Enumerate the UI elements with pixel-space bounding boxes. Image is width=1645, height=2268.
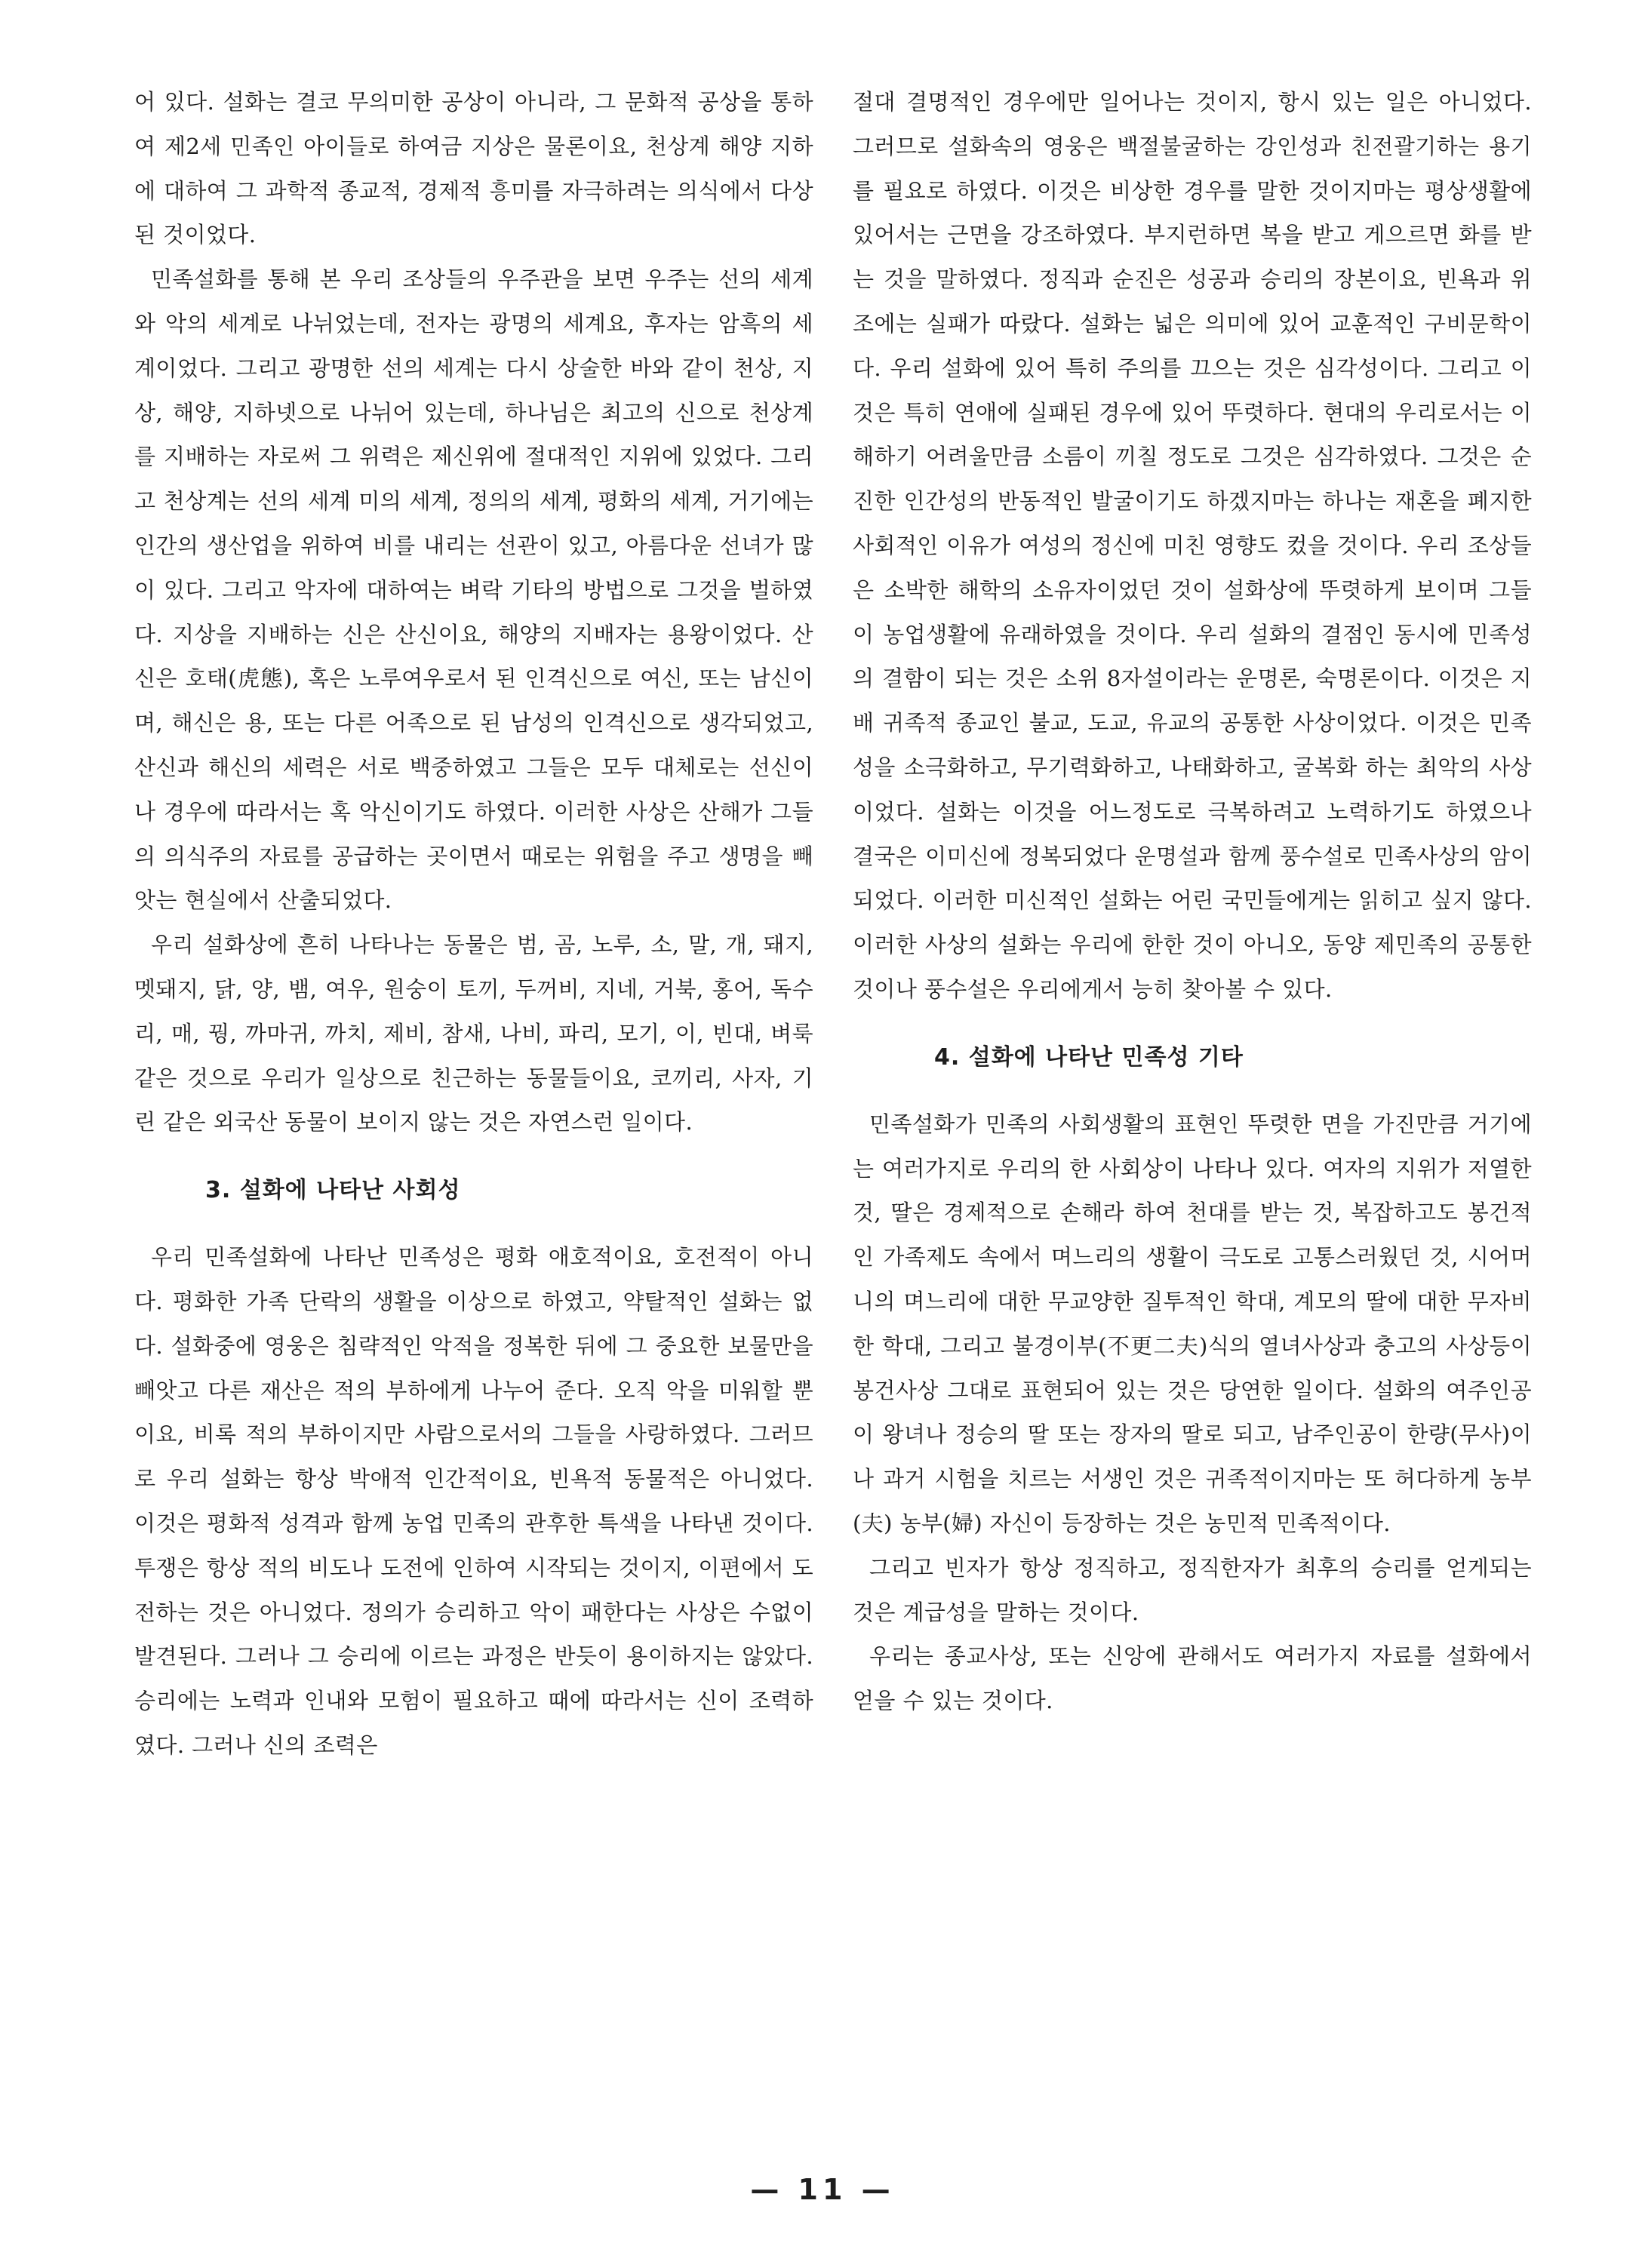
paragraph: 민족설화를 통해 본 우리 조상들의 우주관을 보면 우주는 선의 세계와 악의 세계로 나뉘었는데, 전자는 광명의 세계요, 후자는 암흑의 세계이었다. 그리고 광명한 선의 세계는 다시 상술한 바와 같이 천상, 지상, 해양, 지하넷으로 나뉘어 있는데, 하나님은 최고의 신으로 천상계를 지배하는 자로써 그 위력은 제신위에 절대적인 지위에 있었다. 그리고 천상계는 선의 세계 미의 세계, 정의의 세계, 평화의 세계, 거기에는 인간의 생산업을 위하여 비를 내리는 선관이 있고, 아름다운 선녀가 많이 있다. 그리고 악자에 대하여는 벼락 기타의 방법으로 그것을 벌하였다. 지상을 지배하는 신은 산신이요, 해양의 지배자는 용왕이었다. 산신은 호태(虎態), 혹은 노루여우로서 된 인격신으로 여신, 또는 남신이며, 해신은 용, 또는 다른 어족으로 된 남성의 인격신으로 생각되었고, 산신과 해신의 세력은 서로 백중하였고 그들은 모두 대체로는 선신이나 경우에 따라서는 혹 악신이기도 하였다. 이러한 사상은 산해가 그들의 의식주의 자료를 공급하는 곳이면서 때로는 위험을 주고 생명을 빼앗는 현실에서 산출되었다.	[134, 266, 813, 914]
page-number: — 11 —	[750, 2173, 895, 2206]
paragraph: 그리고 빈자가 항상 정직하고, 정직한자가 최후의 승리를 얻게되는 것은 계급성을 말하는 것이다.	[853, 1554, 1532, 1625]
left-column	[134, 80, 813, 1768]
right-column	[853, 80, 1532, 1723]
paragraph: 우리 민족설화에 나타난 민족성은 평화 애호적이요, 호전적이 아니다. 평화한 가족 단락의 생활을 이상으로 하였고, 약탈적인 설화는 없다. 설화중에 영웅은 침략적인 악적을 정복한 뒤에 그 중요한 보물만을 빼앗고 다른 재산은 적의 부하에게 나누어 준다. 오직 악을 미워할 뿐이요, 비록 적의 부하이지만 사람으로서의 그들을 사랑하였다. 그러므로 우리 설화는 항상 박애적 인간적이요, 빈욕적 동물적은 아니었다. 이것은 평화적 성격과 함께 농업 민족의 관후한 특색을 나타낸 것이다. 투쟁은 항상 적의 비도나 도전에 인하여 시작되는 것이지, 이편에서 도전하는 것은 아니었다. 정의가 승리하고 악이 패한다는 사상은 수없이 발견된다. 그러나 그 승리에 이르는 과정은 반듯이 용이하지는 않았다. 승리에는 노력과 인내와 모험이 필요하고 때에 따라서는 신이 조력하였다. 그러나 신의 조력은	[134, 1244, 813, 1758]
paragraph: 우리는 종교사상, 또는 신앙에 관해서도 여러가지 자료를 설화에서 얻을 수 있는 것이다.	[853, 1643, 1532, 1714]
paragraph: 민족설화가 민족의 사회생활의 표현인 뚜렷한 면을 가진만큼 거기에는 여러가지로 우리의 한 사회상이 나타나 있다. 여자의 지위가 저열한 것, 딸은 경제적으로 손해라 하여 천대를 받는 것, 복잡하고도 봉건적인 가족제도 속에서 며느리의 생활이 극도로 고통스러웠던 것, 시어머니의 며느리에 대한 무교양한 질투적인 학대, 계모의 딸에 대한 무자비한 학대, 그리고 불경이부(不更二夫)식의 열녀사상과 충고의 사상등이 봉건사상 그대로 표현되어 있는 것은 당연한 일이다. 설화의 여주인공이 왕녀나 정승의 딸 또는 장자의 딸로 되고, 남주인공이 한량(무사)이나 과거 시험을 치르는 서생인 것은 귀족적이지마는 또 허다하게 농부(夫) 농부(婦) 자신이 등장하는 것은 농민적 민족적이다.	[853, 1111, 1532, 1536]
section-heading: 4. 설화에 나타난 민족성 기타	[934, 1043, 1244, 1071]
section-heading: 3. 설화에 나타난 사회성	[205, 1177, 461, 1204]
paragraph: 어 있다. 설화는 결코 무의미한 공상이 아니라, 그 문화적 공상을 통하여 제2세 민족인 아이들로 하여금 지상은 물론이요, 천상계 해양 지하에 대하여 그 과학적 종교적, 경제적 흥미를 자극하려는 의식에서 다상된 것이었다.	[134, 89, 813, 248]
paragraph: 우리 설화상에 흔히 나타나는 동물은 범, 곰, 노루, 소, 말, 개, 돼지, 멧돼지, 닭, 양, 뱀, 여우, 원숭이 토끼, 두꺼비, 지네, 거북, 홍어, 독수리, 매, 꿩, 까마귀, 까치, 제비, 참새, 나비, 파리, 모기, 이, 빈대, 벼룩 같은 것으로 우리가 일상으로 친근하는 동물들이요, 코끼리, 사자, 기린 같은 외국산 동물이 보이지 않는 것은 자연스런 일이다.	[134, 932, 813, 1136]
paragraph: 절대 결명적인 경우에만 일어나는 것이지, 항시 있는 일은 아니었다. 그러므로 설화속의 영웅은 백절불굴하는 강인성과 친전괄기하는 용기를 필요로 하였다. 이것은 비상한 경우를 말한 것이지마는 평상생활에 있어서는 근면을 강조하였다. 부지런하면 복을 받고 게으르면 화를 받는 것을 말하였다. 정직과 순진은 성공과 승리의 장본이요, 빈욕과 위조에는 실패가 따랐다. 설화는 넓은 의미에 있어 교훈적인 구비문학이다. 우리 설화에 있어 특히 주의를 끄으는 것은 심각성이다. 그리고 이것은 특히 연애에 실패된 경우에 있어 뚜렷하다. 현대의 우리로서는 이해하기 어려울만큼 소름이 끼칠 정도로 그것은 심각하였다. 그것은 순진한 인간성의 반동적인 발굴이기도 하겠지마는 하나는 재혼을 폐지한 사회적인 이유가 여성의 정신에 미친 영향도 컸을 것이다. 우리 조상들은 소박한 해학의 소유자이었던 것이 설화상에 뚜렷하게 보이며 그들이 농업생활에 유래하였을 것이다. 우리 설화의 결점인 동시에 민족성의 결함이 되는 것은 소위 8자설이라는 운명론, 숙명론이다. 이것은 지배 귀족적 종교인 불교, 도교, 유교의 공통한 사상이었다. 이것은 민족성을 소극화하고, 무기력화하고, 나태화하고, 굴복화 하는 최악의 사상이었다. 설화는 이것을 어느정도로 극복하려고 노력하기도 하였으나 결국은 이미신에 정복되었다 운명설과 함께 풍수설로 민족사상의 암이 되었다. 이러한 미신적인 설화는 어린 국민들에게는 읽히고 싶지 않다. 이러한 사상의 설화는 우리에 한한 것이 아니오, 동양 제민족의 공통한 것이나 풍수설은 우리에게서 능히 찾아볼 수 있다.	[853, 89, 1532, 1002]
